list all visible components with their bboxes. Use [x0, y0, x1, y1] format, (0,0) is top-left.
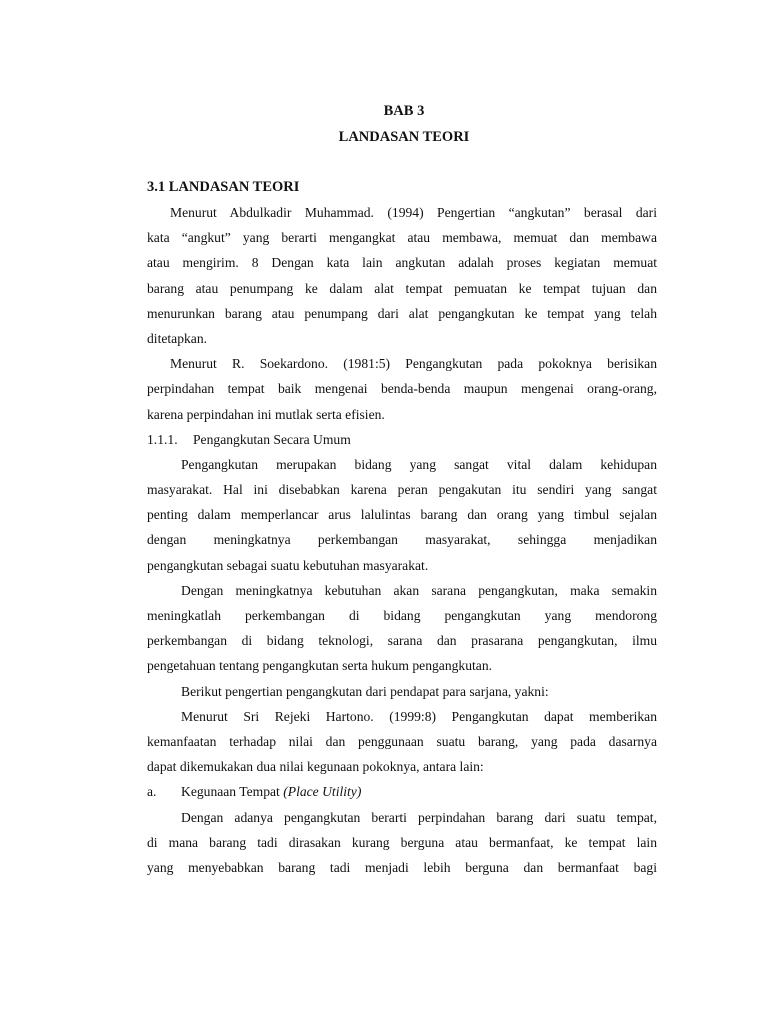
document-body	[147, 178, 657, 880]
paragraph-line: Menurut Abdulkadir Muhammad. (1994) Pengertian “angkutan” berasal dari	[170, 205, 657, 220]
chapter-title: LANDASAN TEORI	[338, 129, 470, 145]
paragraph-line: di mana barang tadi dirasakan kurang berguna atau bermanfaat, ke tempat lain	[147, 834, 657, 850]
paragraph-2	[147, 351, 657, 427]
paragraph-line: Pengangkutan merupakan bidang yang sangat vital dalam kehidupan	[181, 456, 657, 472]
paragraph-line: dengan meningkatnya perkembangan masyarakat, sehingga menjadikan	[147, 532, 657, 548]
list-item-a	[147, 779, 657, 804]
subsection-number: 1.1.1.	[147, 431, 178, 447]
paragraph-line: Menurut R. Soekardono. (1981:5) Pengangkutan pada pokoknya berisikan	[170, 356, 657, 372]
chapter-label: BAB 3	[383, 103, 425, 119]
paragraph-line: Dengan adanya pengangkutan berarti perpindahan barang dari suatu tempat,	[181, 809, 657, 825]
paragraph-7	[147, 805, 657, 881]
paragraph-line: perkembangan di bidang teknologi, sarana dan prasarana pengangkutan, ilmu	[147, 633, 657, 649]
subsection-title: Pengangkutan Secara Umum	[193, 431, 351, 447]
paragraph-line: pengetahuan tentang pengangkutan serta hukum pengangkutan.	[147, 658, 493, 674]
list-item-label: Kegunaan Tempat	[181, 784, 284, 800]
paragraph-line: Dengan meningkatnya kebutuhan akan sarana pengangkutan, maka semakin	[181, 582, 657, 598]
list-marker: a.	[147, 784, 157, 800]
subsection-heading	[147, 427, 657, 452]
paragraph-line: atau mengirim. 8 Dengan kata lain angkutan adalah proses kegiatan memuat	[147, 255, 657, 271]
list-item-label-italic: (Place Utility)	[283, 784, 362, 800]
paragraph-line: Menurut Sri Rejeki Hartono. (1999:8) Pengangkutan dapat memberikan	[181, 708, 657, 724]
paragraph-line: dapat dikemukakan dua nilai kegunaan pokoknya, antara lain:	[147, 759, 484, 775]
paragraph-line: barang atau penumpang ke dalam alat tempat pemuatan ke tempat tujuan dan	[147, 280, 657, 296]
paragraph-line: kemanfaatan terhadap nilai dan penggunaan suatu barang, yang pada dasarnya	[147, 733, 657, 749]
paragraph-line: meningkatlah perkembangan di bidang pengangkutan yang mendorong	[147, 608, 657, 623]
paragraph-line: kata “angkut” yang berarti mengangkat atau membawa, memuat dan membawa	[147, 230, 657, 246]
section-heading: 3.1 LANDASAN TEORI	[147, 179, 300, 195]
paragraph-line: pengangkutan sebagai suatu kebutuhan masyarakat.	[147, 557, 429, 573]
paragraph-6	[147, 704, 657, 780]
paragraph-line: masyarakat. Hal ini disebabkan karena peran pengakutan itu sendiri yang sangat	[147, 482, 657, 498]
paragraph-line: perpindahan tempat baik mengenai benda-benda maupun mengenai orang-orang,	[147, 381, 657, 397]
paragraph-line: Berikut pengertian pengangkutan dari pendapat para sarjana, yakni:	[181, 683, 549, 699]
paragraph-line: penting dalam memperlancar arus lalulintas barang dan orang yang timbul sejalan	[147, 507, 657, 523]
paragraph-line: karena perpindahan ini mutlak serta efisien.	[147, 406, 385, 422]
paragraph-line: yang menyebabkan barang tadi menjadi lebih berguna dan bermanfaat bagi	[147, 859, 657, 875]
paragraph-1	[147, 200, 657, 351]
paragraph-5	[147, 679, 657, 704]
paragraph-line: ditetapkan.	[147, 330, 208, 346]
paragraph-3	[147, 452, 657, 578]
paragraph-line: menurunkan barang atau penumpang dari alat pengangkutan ke tempat yang telah	[147, 305, 657, 321]
paragraph-4	[147, 578, 657, 679]
